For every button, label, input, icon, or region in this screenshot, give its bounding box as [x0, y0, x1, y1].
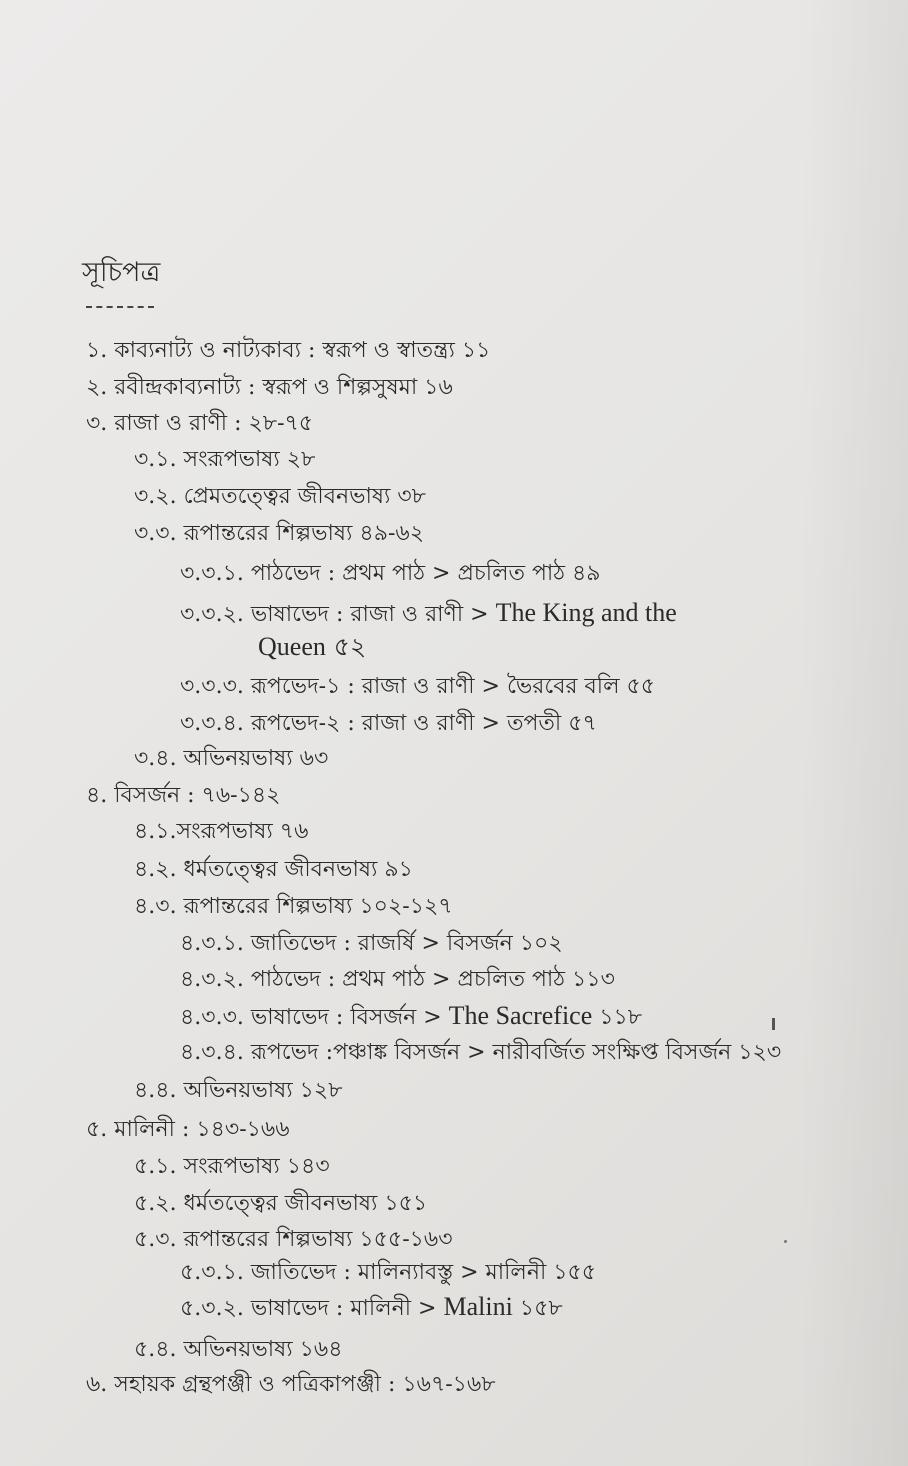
toc-entry-4-3-3-page: ১১৮ [592, 1005, 643, 1030]
toc-entry-6: ৬. সহায়ক গ্রন্থপঞ্জী ও পত্রিকাপঞ্জী : ১৬৭-১৬৮ [86, 1372, 496, 1397]
toc-entry-3-3-2-bengali: ৩.৩.২. ভাষাভেদ : রাজা ও রাণী > [180, 602, 496, 627]
toc-entry-3-3-2-continued [258, 630, 366, 664]
toc-entry-3-3: ৩.৩. রূপান্তরের শিল্পভাষ্য ৪৯-৬২ [134, 521, 425, 546]
toc-entry-5-3: ৫.৩. রূপান্তরের শিল্পভাষ্য ১৫৫-১৬৩ [134, 1227, 453, 1252]
page-title: সূচিপত্র [82, 257, 161, 288]
toc-entry-5-3-2-page: ১৫৮ [512, 1296, 563, 1321]
toc-entry-4-3-2: ৪.৩.২. পাঠভেদ : প্রথম পাঠ > প্রচলিত পাঠ ১১৩ [180, 967, 615, 992]
toc-entry-3-1: ৩.১. সংরূপভাষ্য ২৮ [134, 447, 316, 472]
toc-entry-4-3-3 [180, 999, 642, 1035]
toc-entry-4-3-4: ৪.৩.৪. রূপভেদ :পঞ্চাঙ্ক বিসর্জন > নারীবর্জিত সংক্ষিপ্ত বিসর্জন ১২৩ [180, 1040, 782, 1065]
toc-entry-3-4: ৩.৪. অভিনয়ভাষ্য ৬৩ [134, 746, 329, 771]
toc-entry-5: ৫. মালিনী : ১৪৩-১৬৬ [86, 1117, 290, 1142]
toc-entry-5-3-2-bengali: ৫.৩.২. ভাষাভেদ : মালিনী > [180, 1296, 444, 1321]
toc-entry-4-4: ৪.৪. অভিনয়ভাষ্য ১২৮ [134, 1078, 343, 1103]
toc-entry-3-3-2-english-cont: Queen [258, 632, 326, 661]
pencil-mark [772, 1018, 775, 1030]
toc-entry-3-3-2 [180, 596, 677, 632]
toc-entry-4-3-3-english: The Sacrefice [448, 1001, 593, 1030]
toc-entry-4-2: ৪.২. ধর্মতত্ত্বের জীবনভাষ্য ৯১ [134, 857, 413, 882]
toc-entry-4-3-3-bengali: ৪.৩.৩. ভাষাভেদ : বিসর্জন > [180, 1005, 449, 1030]
toc-entry-3-3-2-english: The King and the [495, 598, 677, 627]
toc-entry-3-2: ৩.২. প্রেমতত্ত্বের জীবনভাষ্য ৩৮ [134, 484, 426, 509]
toc-entry-5-4: ৫.৪. অভিনয়ভাষ্য ১৬৪ [134, 1337, 343, 1362]
toc-entry-4: ৪. বিসর্জন : ৭৬-১৪২ [86, 783, 281, 808]
toc-entry-4-1: ৪.১.সংরূপভাষ্য ৭৬ [134, 819, 309, 844]
toc-entry-5-3-1: ৫.৩.১. জাতিভেদ : মালিন্যাবস্তু > মালিনী ১৫৫ [180, 1260, 597, 1285]
toc-entry-3: ৩. রাজা ও রাণী : ২৮-৭৫ [86, 411, 314, 436]
toc-entry-3-3-3: ৩.৩.৩. রূপভেদ-১ : রাজা ও রাণী > ভৈরবের বলি ৫৫ [180, 674, 656, 699]
toc-entry-3-3-2-page: ৫২ [325, 632, 367, 661]
toc-entry-5-3-2 [180, 1290, 563, 1326]
toc-entry-4-3-1: ৪.৩.১. জাতিভেদ : রাজর্ষি > বিসর্জন ১০২ [180, 931, 563, 956]
toc-entry-5-1: ৫.১. সংরূপভাষ্য ১৪৩ [134, 1154, 330, 1179]
toc-entry-5-3-2-english: Malini [443, 1292, 513, 1321]
toc-entry-1: ১. কাব্যনাট্য ও নাট্যকাব্য : স্বরূপ ও স্বাতন্ত্র্য ১১ [86, 338, 491, 363]
toc-entry-4-3: ৪.৩. রূপান্তরের শিল্পভাষ্য ১০২-১২৭ [134, 894, 453, 919]
toc-entry-5-2: ৫.২. ধর্মতত্ত্বের জীবনভাষ্য ১৫১ [134, 1191, 428, 1216]
toc-entry-2: ২. রবীন্দ্রকাব্যনাট্য : স্বরূপ ও শিল্পসুষমা ১৬ [86, 375, 453, 400]
toc-entry-3-3-1: ৩.৩.১. পাঠভেদ : প্রথম পাঠ > প্রচলিত পাঠ ৪৯ [180, 561, 601, 586]
toc-entry-3-3-4: ৩.৩.৪. রূপভেদ-২ : রাজা ও রাণী > তপতী ৫৭ [180, 711, 597, 736]
ink-dot [784, 1240, 787, 1243]
